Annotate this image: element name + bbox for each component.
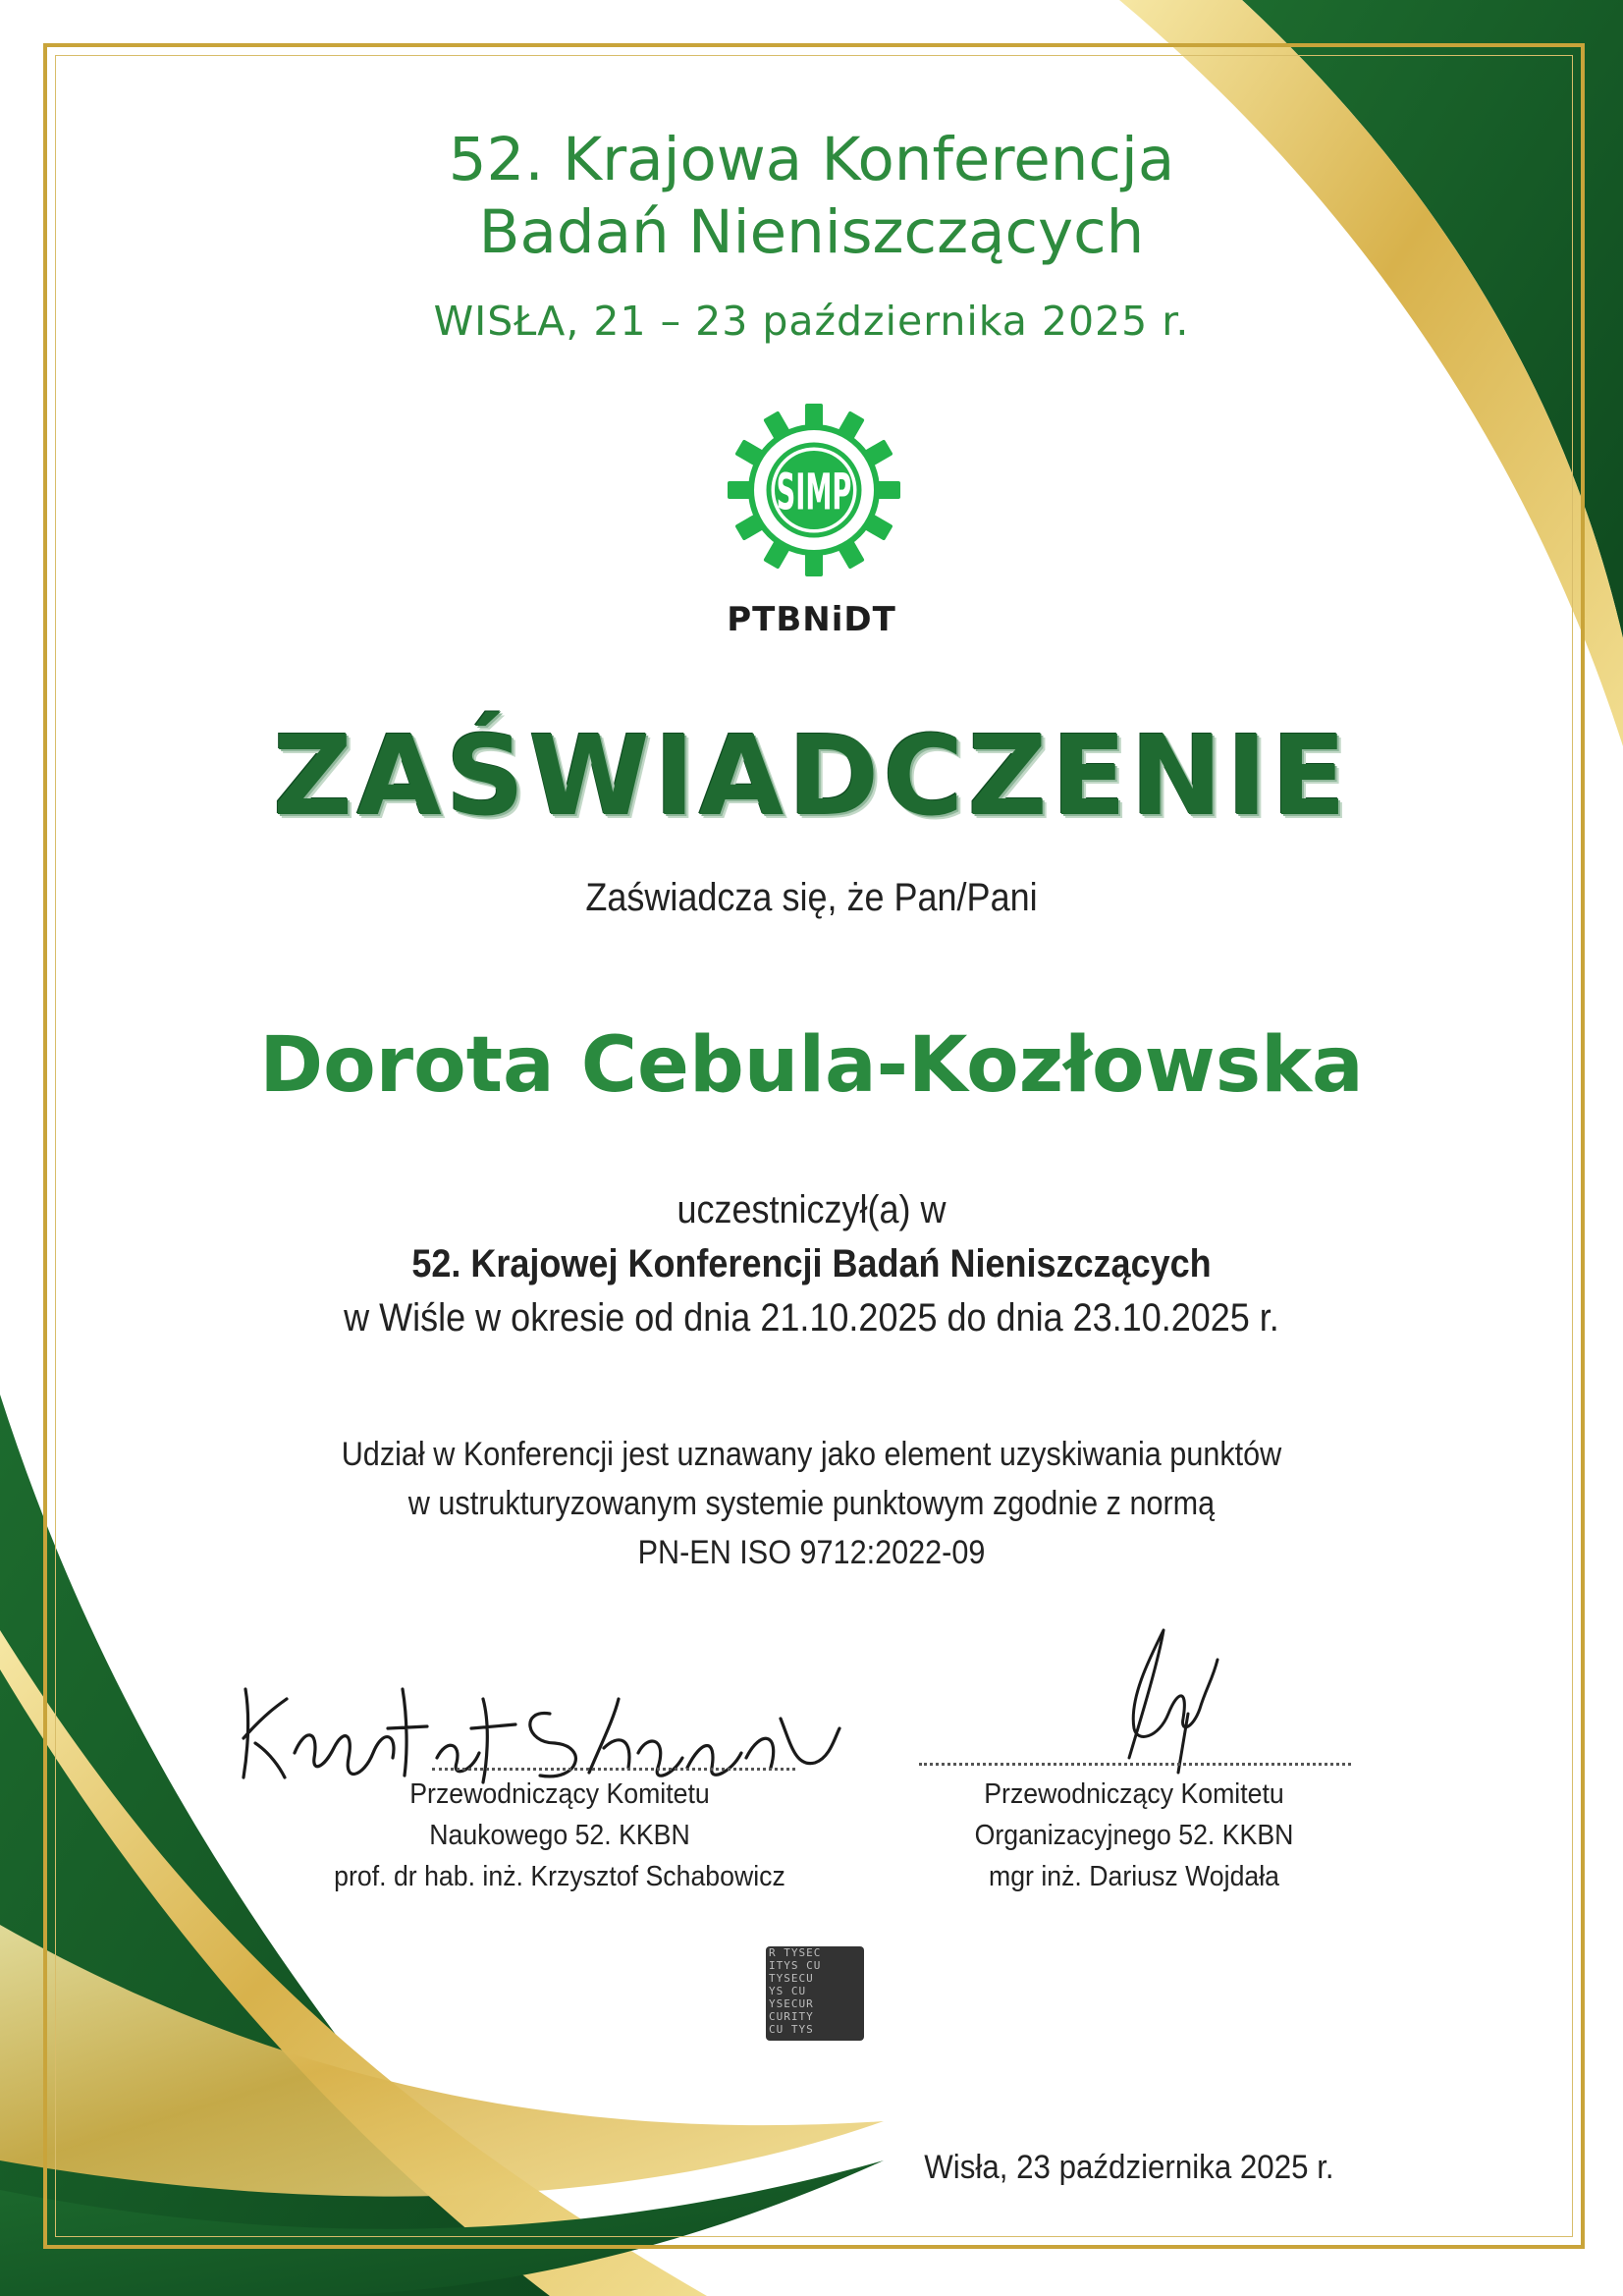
organization-name: PTBNiDT xyxy=(727,600,896,639)
conference-place-date: WISŁA, 21 – 23 października 2025 r. xyxy=(433,298,1190,345)
right-handwritten-signature xyxy=(1090,1620,1227,1777)
simp-gear-logo-icon xyxy=(725,401,903,579)
note-line3: PN-EN ISO 9712:2022-09 xyxy=(637,1534,986,1571)
left-signatory-person: prof. dr hab. inż. Krzysztof Schabowicz xyxy=(334,1861,785,1892)
left-signature-line xyxy=(432,1768,795,1771)
gold-frame-inner xyxy=(55,55,1573,2237)
event-period: w Wiśle w okresie od dnia 21.10.2025 do dnia 23.10.2025 r. xyxy=(344,1296,1279,1339)
left-signatory xyxy=(316,1774,804,1897)
right-signatory-role2: Organizacyjnego 52. KKBN xyxy=(974,1820,1294,1851)
simp-emblem-text: SIMP xyxy=(776,463,852,521)
security-hologram-icon: R TYSEC ITYS CU TYSECU YS CU YSECUR CURITY CU TYS xyxy=(766,1946,864,2041)
event-name: 52. Krajowej Konferencji Badań Nieniszczących xyxy=(411,1242,1212,1285)
conference-title-line1: 52. Krajowa Konferencja xyxy=(448,125,1175,194)
note-line1: Udział w Konferencji jest uznawany jako element uzyskiwania punktów xyxy=(341,1436,1282,1473)
right-signatory xyxy=(922,1774,1346,1897)
participated-text: uczestniczył(a) w xyxy=(676,1188,947,1231)
left-signatory-role1: Przewodniczący Komitetu xyxy=(409,1778,710,1810)
left-signatory-role2: Naukowego 52. KKBN xyxy=(429,1820,690,1851)
recipient-name: Dorota Cebula-Kozłowska xyxy=(259,1021,1364,1110)
conference-title-line2: Badań Nieniszczących xyxy=(478,197,1145,267)
right-signature-line xyxy=(919,1763,1351,1766)
note-line2: w ustrukturyzowanym systemie punktowym zgodnie z normą xyxy=(407,1485,1216,1522)
certificate-intro: Zaświadcza się, że Pan/Pani xyxy=(585,876,1038,919)
certificate-title: ZAŚWIADCZENIE xyxy=(272,713,1351,841)
right-signatory-person: mgr inż. Dariusz Wojdała xyxy=(988,1861,1280,1892)
right-signatory-role1: Przewodniczący Komitetu xyxy=(984,1778,1284,1810)
issue-date: Wisła, 23 października 2025 r. xyxy=(924,2149,1334,2186)
